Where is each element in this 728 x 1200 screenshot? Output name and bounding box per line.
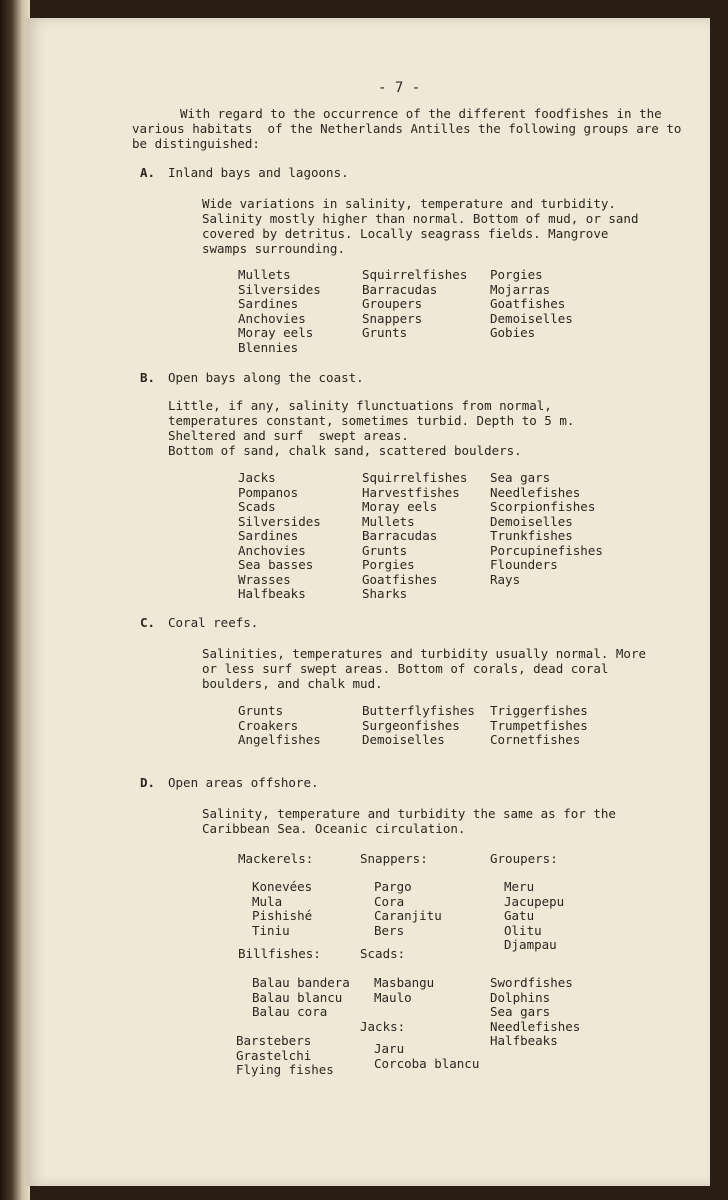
list-item: Angelfishes [238, 732, 321, 747]
section-a-col-3 [490, 268, 573, 341]
list-item: Halfbeaks [490, 1033, 558, 1048]
list-item: Barracudas [362, 528, 438, 543]
list-item: Triggerfishes [490, 703, 588, 718]
section-a-desc-2: Salinity mostly higher than normal. Bottom of mud, or sand [202, 211, 639, 226]
other-fishes-list [490, 976, 580, 1049]
section-c-desc-1: Salinities, temperatures and turbidity usually normal. More [202, 646, 647, 661]
section-a-desc-4: swamps surrounding. [202, 241, 345, 256]
list-item: Caranjitu [374, 908, 442, 923]
section-b-desc-3: Sheltered and surf swept areas. [168, 428, 409, 443]
section-b-title: Open bays along the coast. [168, 370, 364, 385]
list-item: Goatfishes [362, 571, 438, 587]
section-a-col-1 [238, 268, 321, 355]
jacks-list [374, 1042, 479, 1071]
section-c-title: Coral reefs. [168, 615, 259, 630]
section-a-desc-1: Wide variations in salinity, temperature and turbidity. [202, 196, 616, 211]
document-page [26, 18, 710, 1186]
list-item: Blennies [238, 339, 299, 355]
list-item: Grunts [362, 542, 408, 558]
section-c-desc-3: boulders, and chalk mud. [202, 676, 383, 691]
list-item: Surgeonfishes [362, 717, 460, 733]
list-item: Groupers [362, 296, 423, 311]
list-item: Cora [374, 893, 405, 909]
list-item: Mojarras [490, 281, 551, 297]
list-item: Porgies [362, 557, 415, 572]
section-a-title: Inland bays and lagoons. [168, 165, 349, 180]
section-a-letter: A. [140, 165, 156, 180]
list-item: Cornetfishes [490, 732, 581, 747]
section-b-col-3 [490, 471, 603, 587]
list-item: Olitu [504, 922, 542, 938]
section-a-col-2 [362, 268, 467, 341]
list-item: Needlefishes [490, 484, 581, 500]
list-item: Swordfishes [490, 975, 573, 990]
list-item: Masbangu [374, 975, 435, 990]
list-item: Meru [504, 879, 535, 894]
list-item: Pishishé [252, 908, 313, 923]
list-item: Needlefishes [490, 1018, 581, 1034]
list-item: Tiniu [252, 922, 290, 938]
list-item: Flying fishes [236, 1062, 334, 1077]
list-item: Grunts [238, 703, 284, 718]
list-item: Mullets [238, 267, 291, 282]
list-item: Halfbeaks [238, 586, 306, 601]
list-item: Sardines [238, 296, 299, 311]
scads-label: Scads: [360, 946, 406, 961]
list-item: Gatu [504, 908, 535, 923]
intro-line-2: various habitats of the Netherlands Antilles the following groups are to [132, 121, 682, 136]
mackerels-list [252, 880, 312, 938]
list-item: Moray eels [362, 499, 438, 514]
list-item: Demoiselles [490, 513, 573, 529]
list-item: Dolphins [490, 989, 551, 1005]
list-item: Balau bandera [252, 975, 350, 990]
list-item: Pargo [374, 879, 412, 894]
list-item: Anchovies [238, 542, 306, 558]
section-a-desc-3: covered by detritus. Locally seagrass fields. Mangrove [202, 226, 609, 241]
list-item: Barracudas [362, 281, 438, 297]
groupers-list [504, 880, 564, 953]
page-number: - 7 - [378, 80, 421, 96]
list-item: Jacupepu [504, 893, 565, 909]
groupers-label: Groupers: [490, 851, 558, 866]
list-item: Rays [490, 571, 521, 587]
list-item: Barstebers [236, 1033, 312, 1048]
list-item: Sea gars [490, 1004, 551, 1019]
section-c-col-1 [238, 704, 321, 748]
section-c-desc-2: or less surf swept areas. Bottom of corals, dead coral [202, 661, 609, 676]
section-d-letter: D. [140, 775, 156, 790]
list-item: Demoiselles [362, 732, 445, 747]
list-item: Demoiselles [490, 310, 573, 326]
list-item: Squirrelfishes [362, 470, 468, 485]
snappers-list [374, 880, 442, 938]
list-item: Gobies [490, 325, 536, 340]
list-item: Flounders [490, 557, 558, 572]
list-item: Scorpionfishes [490, 499, 596, 514]
list-item: Djampau [504, 937, 557, 952]
section-d-title: Open areas offshore. [168, 775, 319, 790]
misc-fishes-list [236, 1034, 334, 1078]
list-item: Sharks [362, 586, 408, 601]
scads-list [374, 976, 434, 1005]
list-item: Maulo [374, 989, 412, 1005]
list-item: Wrasses [238, 571, 291, 587]
list-item: Sea gars [490, 470, 551, 485]
section-b-col-2 [362, 471, 467, 602]
billfishes-list [252, 976, 350, 1020]
list-item: Jaru [374, 1041, 405, 1056]
intro-line-3: be distinguished: [132, 136, 260, 151]
section-c-letter: C. [140, 615, 156, 630]
list-item: Anchovies [238, 310, 306, 326]
list-item: Goatfishes [490, 296, 566, 311]
list-item: Snappers [362, 310, 423, 326]
mackerels-label: Mackerels: [238, 851, 314, 866]
list-item: Balau blancu [252, 989, 343, 1005]
list-item: Silversides [238, 513, 321, 529]
section-b-desc-1: Little, if any, salinity flunctuations from normal, [168, 398, 552, 413]
section-d-desc-2: Caribbean Sea. Oceanic circulation. [202, 821, 466, 836]
list-item: Pompanos [238, 484, 299, 500]
list-item: Mullets [362, 513, 415, 529]
list-item: Sea basses [238, 557, 314, 572]
section-c-col-3 [490, 704, 588, 748]
list-item: Moray eels [238, 325, 314, 340]
list-item: Butterflyfishes [362, 703, 475, 718]
list-item: Corcoba blancu [374, 1055, 480, 1071]
list-item: Balau cora [252, 1004, 328, 1019]
list-item: Porgies [490, 267, 543, 282]
list-item: Jacks [238, 470, 276, 485]
section-d-desc-1: Salinity, temperature and turbidity the same as for the [202, 806, 616, 821]
list-item: Squirrelfishes [362, 267, 468, 282]
jacks-label: Jacks: [360, 1019, 406, 1034]
list-item: Sardines [238, 528, 299, 543]
list-item: Grunts [362, 325, 408, 340]
list-item: Grastelchi [236, 1047, 312, 1063]
section-b-col-1 [238, 471, 321, 602]
snappers-label: Snappers: [360, 851, 428, 866]
list-item: Harvestfishes [362, 484, 460, 500]
list-item: Scads [238, 499, 276, 514]
section-b-desc-2: temperatures constant, sometimes turbid. Depth to 5 m. [168, 413, 575, 428]
list-item: Mula [252, 893, 283, 909]
billfishes-label: Billfishes: [238, 946, 321, 961]
list-item: Bers [374, 922, 405, 938]
section-c-col-2 [362, 704, 475, 748]
list-item: Silversides [238, 281, 321, 297]
list-item: Croakers [238, 717, 299, 733]
list-item: Konevées [252, 879, 313, 894]
list-item: Trunkfishes [490, 528, 573, 543]
section-b-desc-4: Bottom of sand, chalk sand, scattered boulders. [168, 443, 522, 458]
section-b-letter: B. [140, 370, 156, 385]
list-item: Trumpetfishes [490, 717, 588, 733]
intro-line-1: With regard to the occurrence of the different foodfishes in the [180, 106, 662, 121]
list-item: Porcupinefishes [490, 542, 603, 558]
